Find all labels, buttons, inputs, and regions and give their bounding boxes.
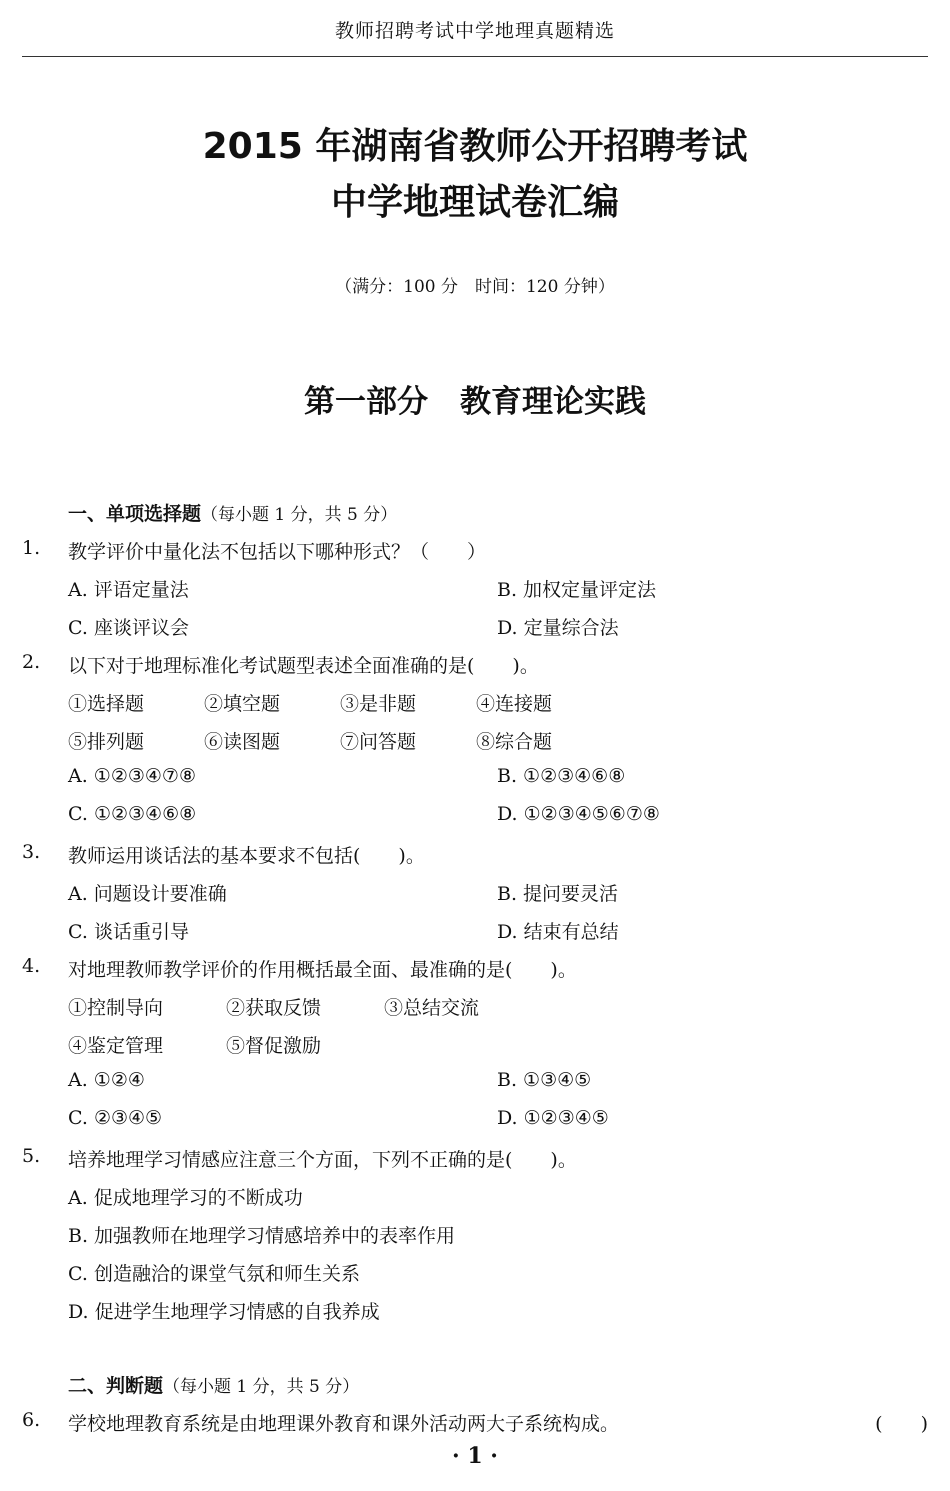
header-rule — [22, 56, 928, 57]
item-list — [68, 727, 552, 754]
list-item: ②获取反馈 — [226, 997, 322, 1019]
section-2-note: （每小题 1 分，共 5 分） — [163, 1377, 360, 1397]
option-a: A. 促成地理学习的不断成功 — [68, 1187, 303, 1209]
question-stem: 培养地理学习情感应注意三个方面，下列不正确的是( )。 — [68, 1149, 577, 1171]
section-2-heading — [68, 1371, 359, 1398]
question-stem: 以下对于地理标准化考试题型表述全面准确的是( )。 — [68, 655, 539, 677]
question-number: 4. — [22, 955, 41, 977]
option-b: B. 加权定量评定法 — [497, 579, 657, 601]
option-b: B. 提问要灵活 — [497, 883, 619, 905]
part-label: 第一部分 — [304, 384, 428, 420]
list-item: ⑤排列题 — [68, 731, 145, 753]
question-stem: 学校地理教育系统是由地理课外教育和课外活动两大子系统构成。 — [68, 1413, 620, 1435]
option-b: B. 加强教师在地理学习情感培养中的表率作用 — [68, 1225, 456, 1247]
option-c: C. ①②③④⑥⑧ — [68, 803, 197, 825]
option-c: C. ②③④⑤ — [68, 1107, 163, 1129]
list-item: ④鉴定管理 — [68, 1035, 164, 1057]
question-number: 3. — [22, 841, 41, 863]
section-1-heading — [68, 499, 397, 526]
question-stem: 教师运用谈话法的基本要求不包括( )。 — [68, 845, 425, 867]
list-item: ⑥读图题 — [204, 731, 281, 753]
list-item: ①控制导向 — [68, 997, 164, 1019]
list-item: ①选择题 — [68, 693, 145, 715]
option-d: D. ①②③④⑤⑥⑦⑧ — [497, 803, 660, 825]
option-a: A. 问题设计要准确 — [68, 883, 227, 905]
list-item: ③是非题 — [340, 693, 417, 715]
page-number: · 1 · — [452, 1443, 498, 1469]
option-d: D. 结束有总结 — [497, 921, 619, 943]
list-item: ⑧综合题 — [476, 731, 553, 753]
part-name: 教育理论实践 — [460, 384, 646, 420]
option-c: C. 谈话重引导 — [68, 921, 189, 943]
question-stem: 教学评价中量化法不包括以下哪种形式？（ ） — [68, 541, 487, 563]
list-item: ③总结交流 — [384, 997, 480, 1019]
list-item: ⑤督促激励 — [226, 1035, 322, 1057]
option-b: B. ①②③④⑥⑧ — [497, 765, 626, 787]
option-d: D. 定量综合法 — [497, 617, 619, 639]
question-number: 2. — [22, 651, 41, 673]
question-number: 1. — [22, 537, 41, 559]
title-line-2: 中学地理试卷汇编 — [330, 182, 619, 223]
question-number: 6. — [22, 1409, 41, 1431]
running-header: 教师招聘考试中学地理真题精选 — [334, 20, 615, 42]
part-heading — [0, 376, 950, 421]
answer-blank: ( ) — [875, 1413, 928, 1435]
item-list — [68, 1031, 321, 1058]
exam-meta: （满分：100 分 时间：120 分钟） — [335, 277, 615, 297]
option-a: A. 评语定量法 — [68, 579, 189, 601]
title-line-1: 2015 年湖南省教师公开招聘考试 — [202, 126, 748, 167]
item-list — [68, 689, 552, 716]
option-c: C. 创造融洽的课堂气氛和师生关系 — [68, 1263, 360, 1285]
option-d: D. 促进学生地理学习情感的自我养成 — [68, 1301, 380, 1323]
option-c: C. 座谈评议会 — [68, 617, 189, 639]
list-item: ④连接题 — [476, 693, 553, 715]
option-a: A. ①②④ — [68, 1069, 145, 1091]
list-item: ②填空题 — [204, 693, 281, 715]
question-number: 5. — [22, 1145, 41, 1167]
section-1-note: （每小题 1 分，共 5 分） — [201, 505, 398, 525]
item-list — [68, 993, 479, 1020]
list-item: ⑦问答题 — [340, 731, 417, 753]
option-b: B. ①③④⑤ — [497, 1069, 592, 1091]
question-stem: 对地理教师教学评价的作用概括最全面、最准确的是( )。 — [68, 959, 577, 981]
section-2-title: 二、判断题 — [68, 1375, 164, 1397]
option-d: D. ①②③④⑤ — [497, 1107, 609, 1129]
option-a: A. ①②③④⑦⑧ — [68, 765, 196, 787]
section-1-title: 一、单项选择题 — [68, 503, 202, 525]
